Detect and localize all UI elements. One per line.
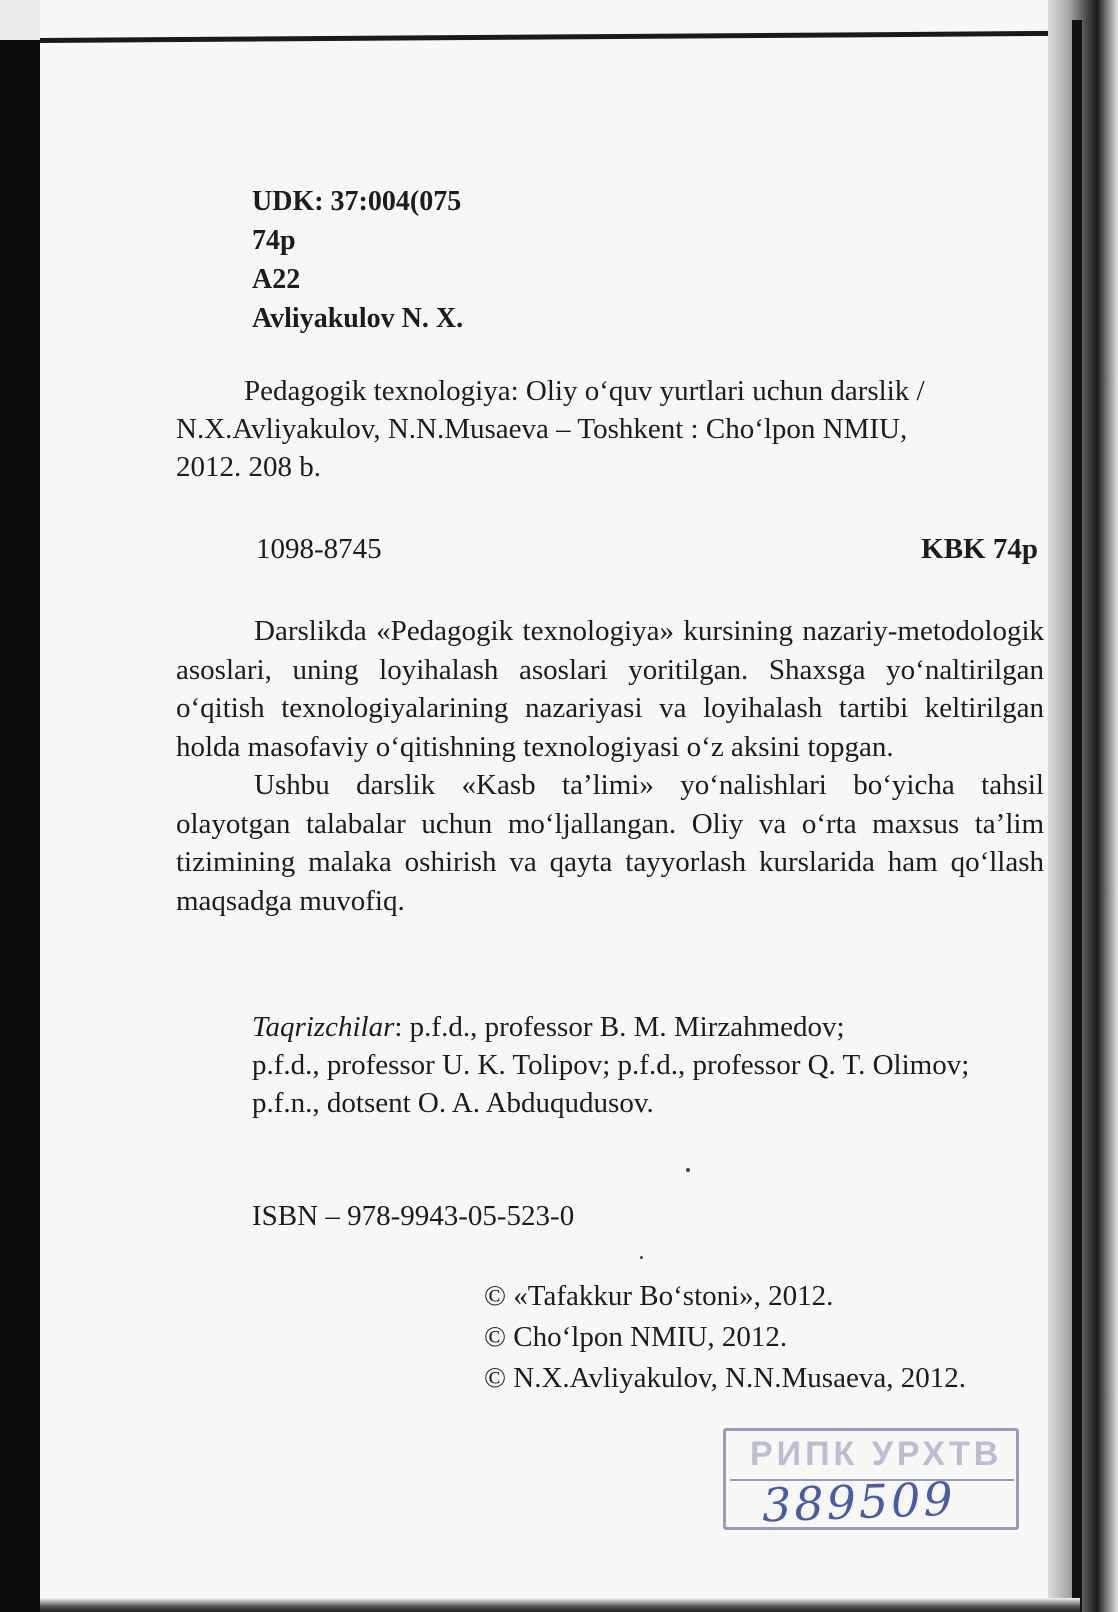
reviewers-line: p.f.d., professor U. K. Tolipov; p.f.d., professor Q. T. Olimov;: [252, 1049, 970, 1081]
reviewers-line: : p.f.d., professor B. M. Mirzahmedov;: [394, 1011, 845, 1043]
reviewers-line: p.f.n., dotsent O. A. Abduqudusov.: [252, 1087, 654, 1119]
biblio-line: 2012. 208 b.: [176, 451, 321, 483]
scan-speck: [640, 1256, 643, 1259]
abstract-paragraph: Ushbu darslik «Kasb ta’limi» yo‘nalishlari bo‘yicha tahsil olayotgan talabalar uchun mo‘ljallangan. Oliy va o‘rta maxsus ta’lim tizimining malaka oshirish va qayta tayyorlash kurslarida ham qo‘llash maqsadga muvofiq.: [176, 769, 1044, 917]
scan-edge-bottom: [40, 1598, 1080, 1612]
classification-code: 74p: [252, 225, 296, 256]
abstract-paragraph: Darslikda «Pedagogik texnologiya» kursining nazariy-metodologik asoslari, uning loyihalash asoslari yoritilgan. Shaxsga yo‘naltirilgan o‘qitish texnologiyalarining nazariyasi va loyihalash tartibi keltirilgan holda masofaviy o‘qitishning texnologiyasi o‘z aksini topgan.: [176, 615, 1044, 763]
copyright-line: © «Tafakkur Bo‘stoni», 2012.: [484, 1280, 834, 1312]
index-code: 1098-8745: [256, 533, 382, 565]
scan-edge-left: [0, 40, 40, 1612]
bibliographic-description: [176, 372, 1044, 486]
abstract: [176, 612, 1044, 920]
copyright-line: © Cho‘lpon NMIU, 2012.: [484, 1321, 788, 1353]
stamp-inventory-number: 389509: [761, 1471, 957, 1533]
copyright-block: [484, 1276, 966, 1399]
udk-code: UDK: 37:004(075: [252, 186, 462, 217]
scan-edge-right-shadow: [1072, 20, 1082, 1612]
library-stamp: [723, 1428, 1019, 1533]
scan-edge-right: [1048, 0, 1118, 1612]
copyright-line: © N.X.Avliyakulov, N.N.Musaeva, 2012.: [484, 1362, 966, 1394]
reviewers-label: Taqrizchilar: [252, 1011, 395, 1043]
stamp-organization: РИПК УРХТВ: [750, 1435, 1003, 1473]
catalog-header: [252, 182, 463, 338]
biblio-line: N.X.Avliyakulov, N.N.Musaeva – Toshkent : Cho‘lpon NMIU,: [176, 413, 908, 445]
scan-edge-corner: [0, 0, 40, 40]
biblio-line: Pedagogik texnologiya: Oliy o‘quv yurtlari uchun darslik /: [244, 375, 925, 407]
reviewers: [252, 1008, 1044, 1122]
scan-edge-top: [40, 31, 1080, 43]
author-mark: A22: [252, 264, 301, 295]
isbn: ISBN – 978-9943-05-523-0: [252, 1200, 575, 1232]
scan-speck: [686, 1168, 690, 1172]
author-name: Avliyakulov N. X.: [252, 303, 464, 334]
kbk-code: KBK 74p: [921, 533, 1038, 565]
